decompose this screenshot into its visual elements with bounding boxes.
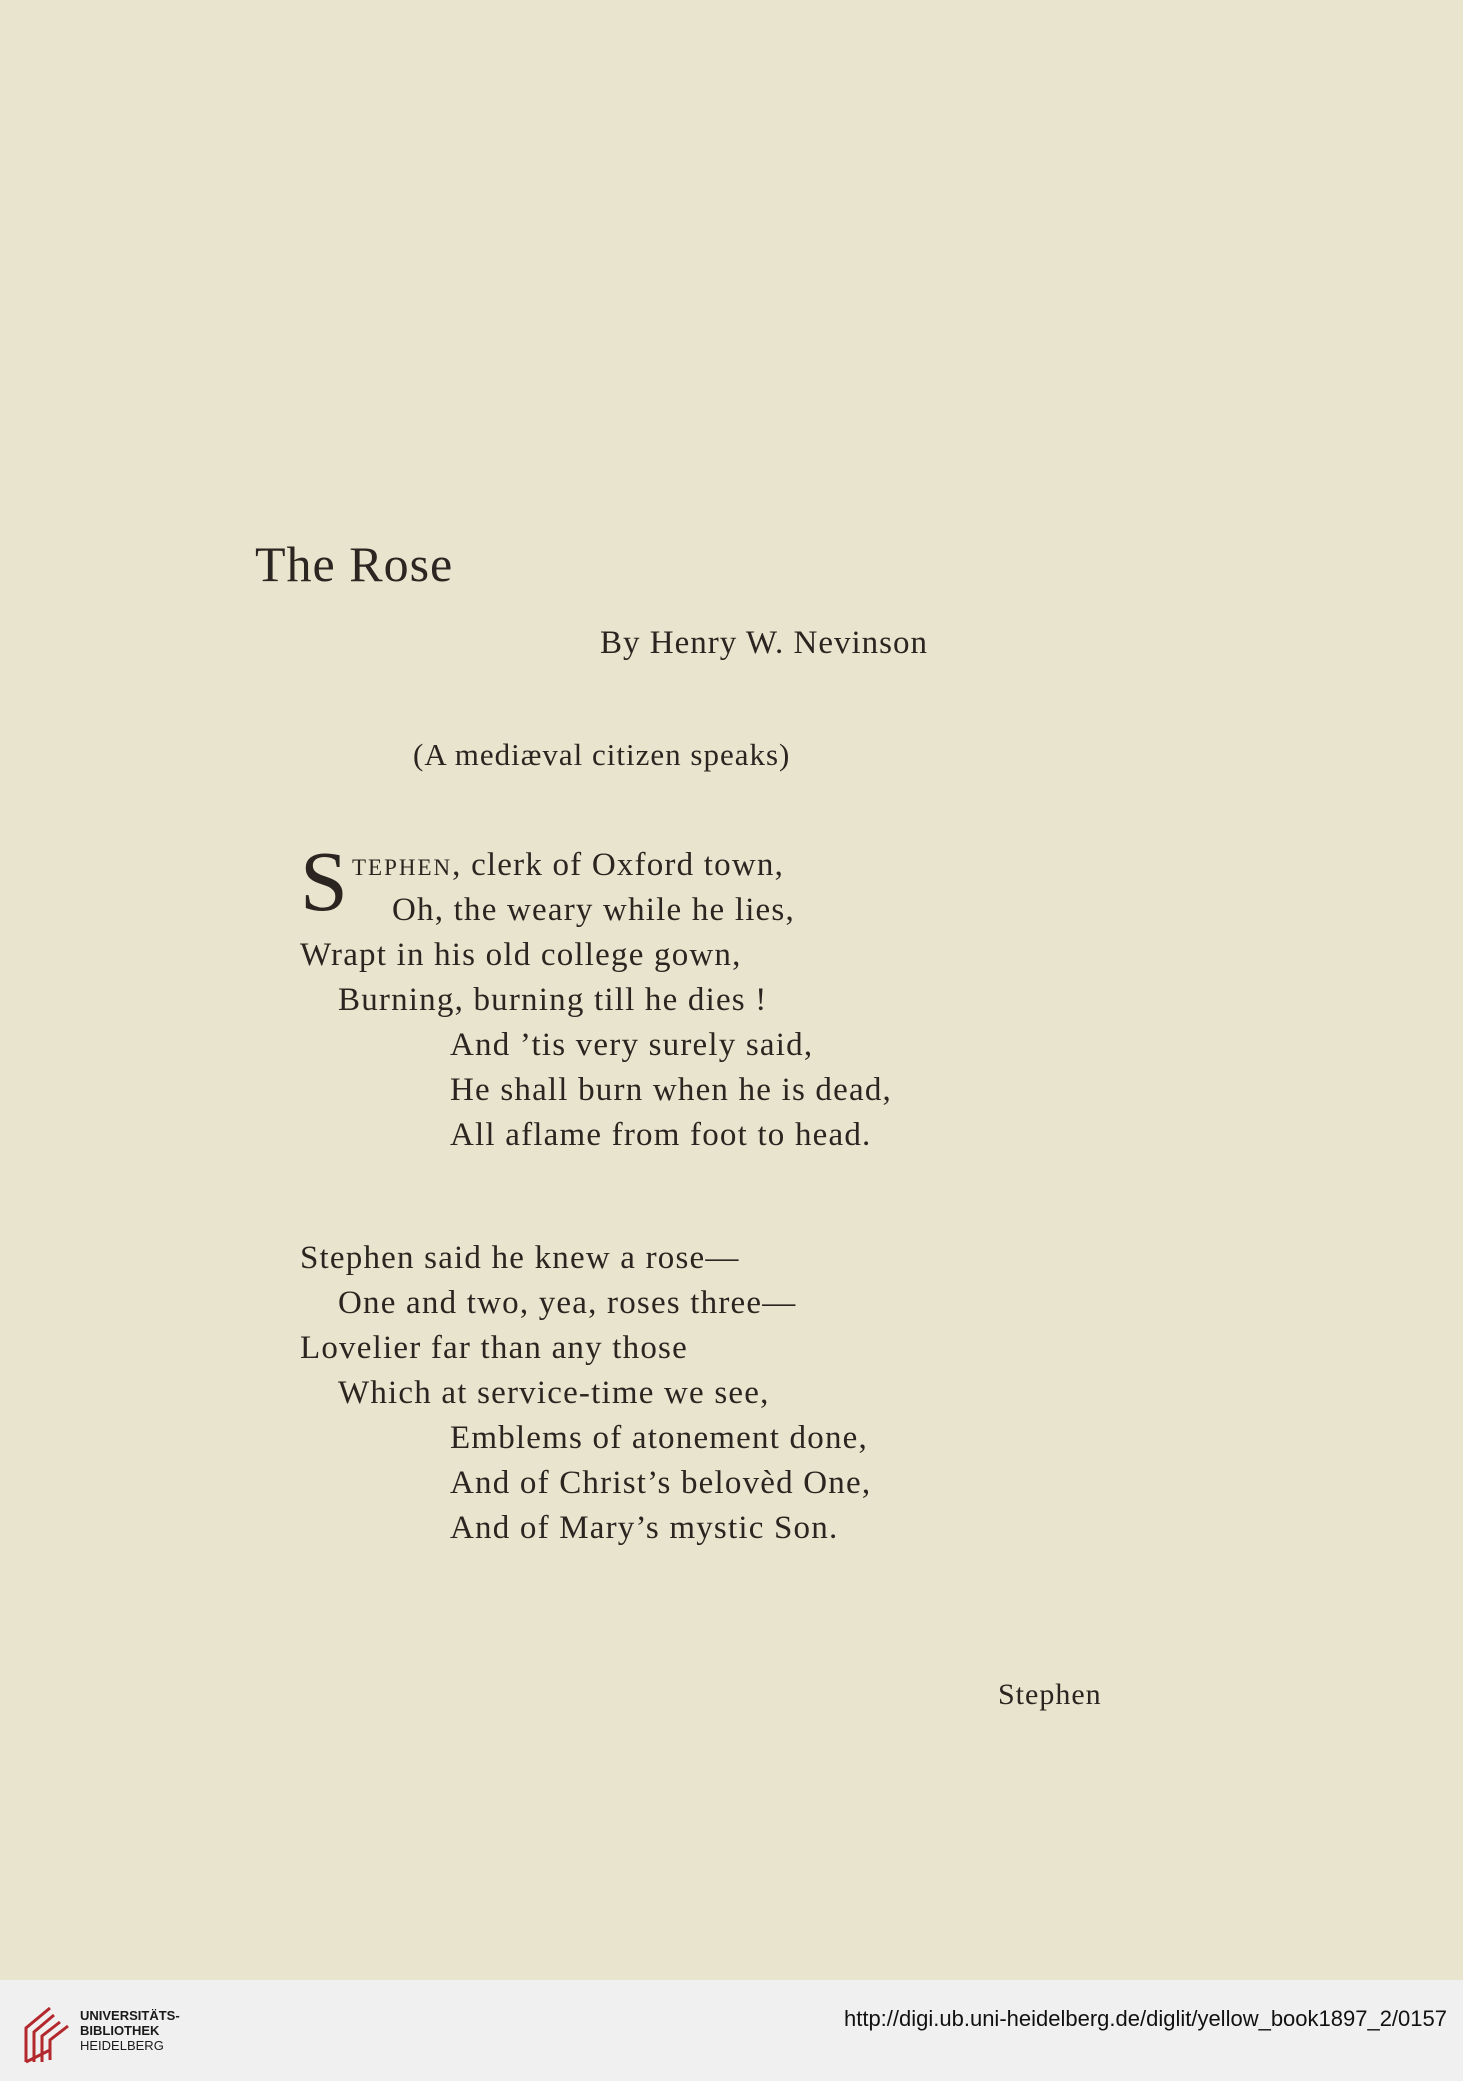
stanza-1-line-6: He shall burn when he is dead,: [450, 1072, 892, 1108]
library-name-line-2: BIBLIOTHEK: [80, 2023, 160, 2038]
source-url[interactable]: http://digi.ub.uni-heidelberg.de/diglit/yellow_book1897_2/0157: [843, 2006, 1447, 2031]
library-name: [80, 2008, 180, 2053]
stanza-1-line-5: And ’tis very surely said,: [450, 1027, 814, 1063]
library-name-line-1: UNIVERSITÄTS-: [80, 2008, 180, 2023]
stanza-1-line-3: Wrapt in his old college gown,: [300, 937, 742, 973]
stanza-1: [300, 843, 892, 1158]
poem-byline: By Henry W. Nevinson: [600, 625, 928, 661]
stanza-2-line-5: Emblems of atonement done,: [450, 1420, 868, 1456]
poem-title: The Rose: [255, 536, 454, 592]
stanza-2-line-7: And of Mary’s mystic Son.: [450, 1510, 839, 1546]
stanza-2-line-3: Lovelier far than any those: [300, 1330, 688, 1366]
stanza-1-line-7: All aflame from foot to head.: [450, 1117, 872, 1153]
drop-cap: S: [300, 833, 348, 929]
stanza-1-line-1-rest: , clerk of Oxford town,: [452, 847, 785, 883]
stanza-2-line-4: Which at service-time we see,: [338, 1375, 770, 1411]
stanza-1-line-4: Burning, burning till he dies !: [338, 982, 768, 1018]
catchword: Stephen: [998, 1678, 1102, 1711]
stanza-2-line-6: And of Christ’s belovèd One,: [450, 1465, 872, 1501]
stanza-2: [300, 1236, 871, 1551]
library-name-line-3: HEIDELBERG: [80, 2038, 164, 2053]
stanza-2-line-1: Stephen said he knew a rose—: [300, 1240, 740, 1276]
library-logo-icon: [20, 2000, 80, 2066]
stanza-1-line-2: Oh, the weary while he lies,: [392, 892, 795, 928]
poem-subtitle: (A mediæval citizen speaks): [413, 737, 791, 772]
stanza-1-line-1-smallcaps: tephen: [352, 847, 453, 883]
stanza-2-line-2: One and two, yea, roses three—: [338, 1285, 797, 1321]
stanza-1-line-1: [300, 843, 892, 888]
